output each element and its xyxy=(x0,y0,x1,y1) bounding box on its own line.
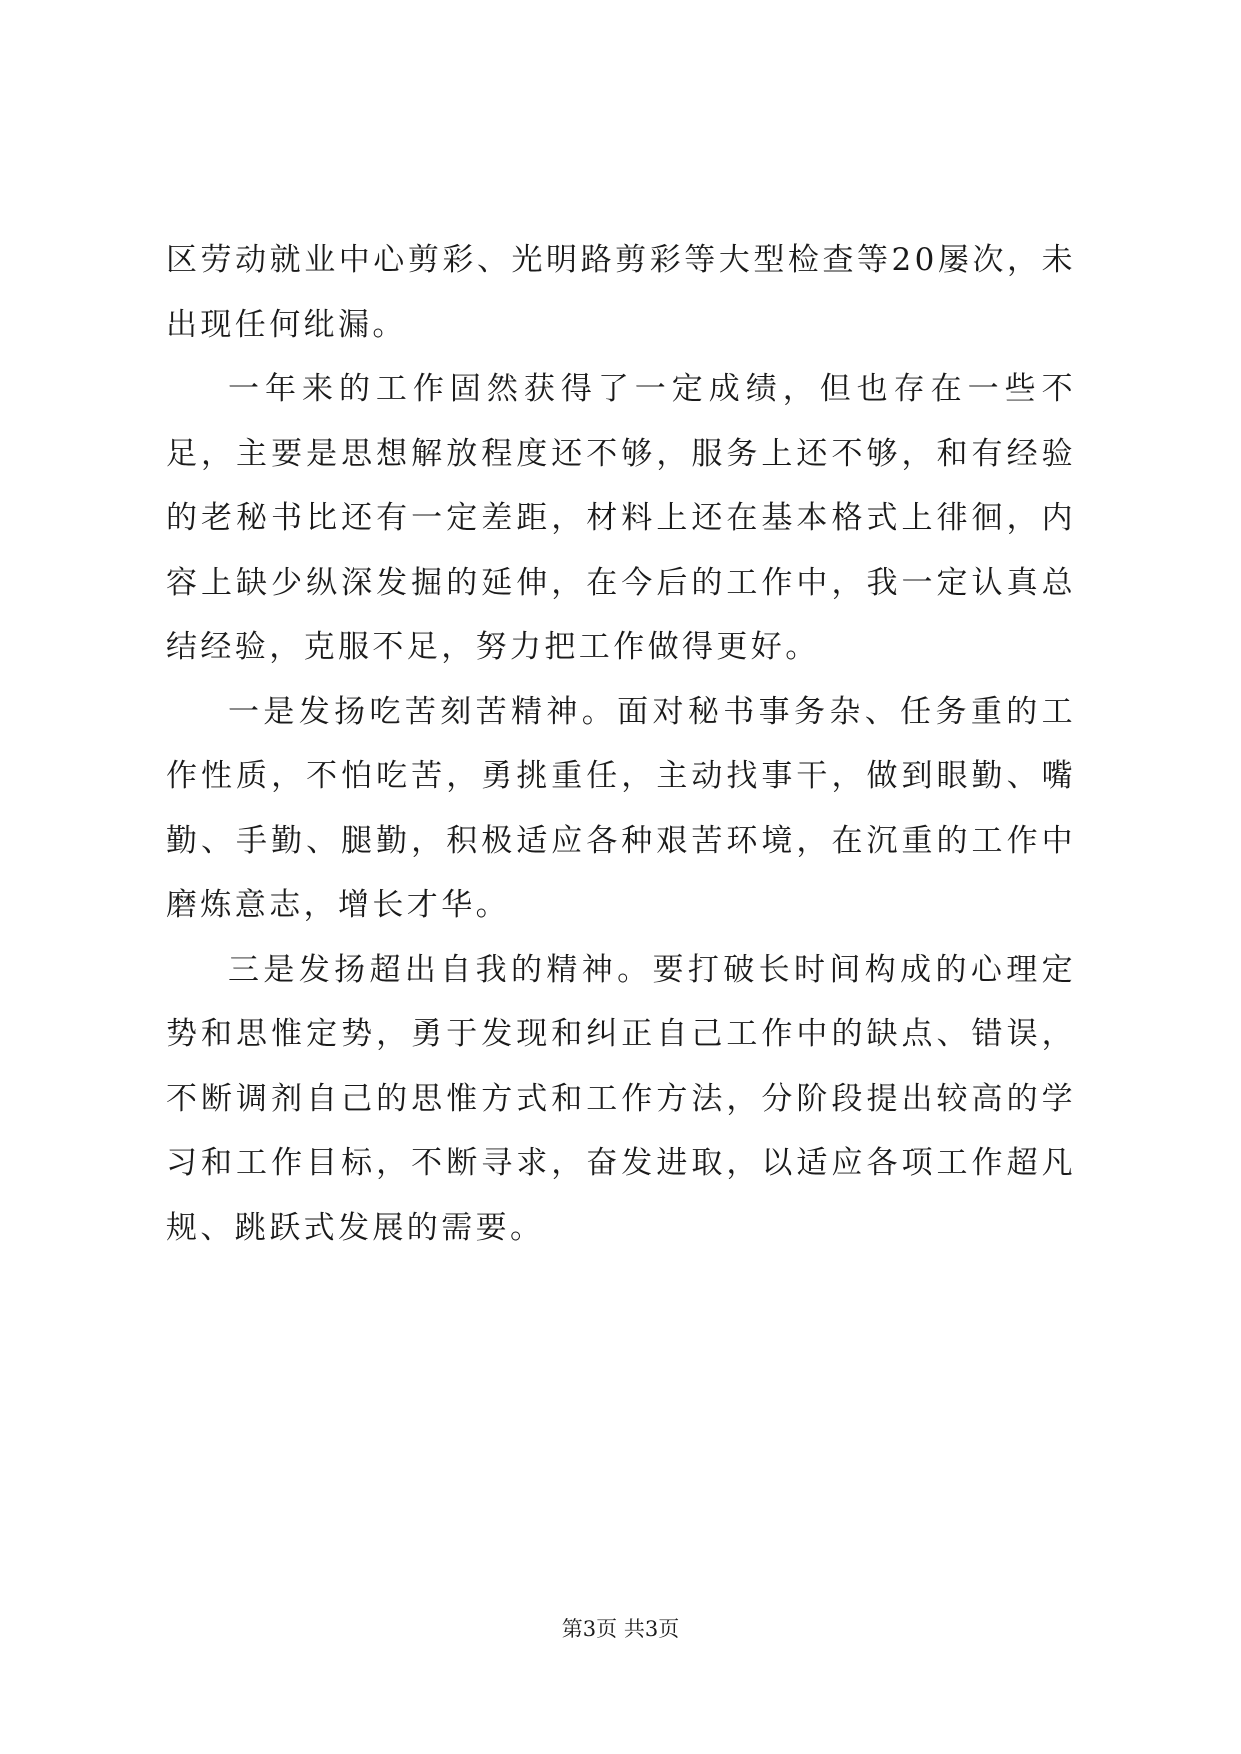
document-body xyxy=(166,228,1076,1260)
paragraph-summary: 一年来的工作固然获得了一定成绩，但也存在一些不足，主要是思想解放程度还不够，服务上还不够，和有经验的老秘书比还有一定差距，材料上还在基本格式上徘徊，内容上缺少纵深发掘的延伸，在今后的工作中，我一定认真总结经验，克服不足，努力把工作做得更好。 xyxy=(166,371,1076,665)
paragraph-point-one: 一是发扬吃苦刻苦精神。面对秘书事务杂、任务重的工作性质，不怕吃苦，勇挑重任，主动找事干，做到眼勤、嘴勤、手勤、腿勤，积极适应各种艰苦环境，在沉重的工作中磨炼意志，增长才华。 xyxy=(166,693,1076,923)
paragraph-continuation: 区劳动就业中心剪彩、光明路剪彩等大型检查等20屡次，未出现任何纰漏。 xyxy=(166,242,1076,343)
page-number-footer: 第3页 共3页 xyxy=(561,1617,680,1641)
paragraph-point-three: 三是发扬超出自我的精神。要打破长时间构成的心理定势和思惟定势，勇于发现和纠正自己工作中的缺点、错误，不断调剂自己的思惟方式和工作方法，分阶段提出较高的学习和工作目标，不断寻求，奋发进取，以适应各项工作超凡规、跳跃式发展的需要。 xyxy=(166,951,1076,1246)
